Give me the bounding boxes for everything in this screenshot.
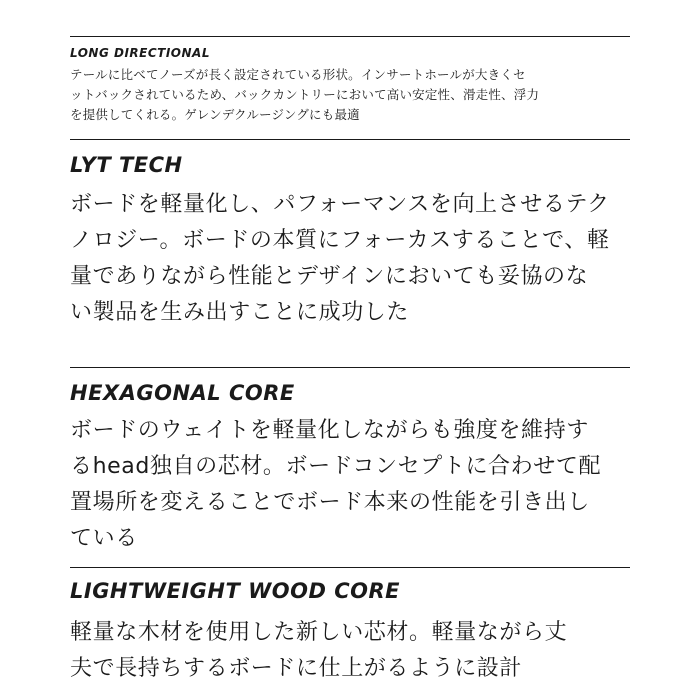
description-line: ボードを軽量化し、パフォーマンスを向上させるテク bbox=[70, 192, 610, 217]
description-line: い製品を生み出すことに成功した bbox=[70, 300, 410, 325]
section-divider bbox=[70, 36, 630, 37]
feature-section-hexagonal-core bbox=[70, 367, 630, 557]
description-line: ノロジー。ボードの本質にフォーカスすることで、軽 bbox=[70, 228, 610, 253]
description-line: ットバックされているため、バックカントリーにおいて高い安定性、滑走性、浮力 bbox=[70, 87, 540, 102]
section-divider bbox=[70, 139, 630, 140]
section-heading: LONG DIRECTIONAL bbox=[70, 46, 210, 60]
description-line: ボードのウェイトを軽量化しながらも強度を維持す bbox=[70, 418, 589, 443]
feature-section-lightweight-wood-core bbox=[70, 567, 630, 687]
section-heading: HEXAGONAL CORE bbox=[70, 381, 295, 405]
feature-section-long-directional bbox=[70, 36, 630, 125]
section-heading: LYT TECH bbox=[70, 153, 183, 177]
description-line: 量でありながら性能とデザインにおいても妥協のな bbox=[70, 264, 589, 289]
description-line: 軽量な木材を使用した新しい芯材。軽量ながら丈 bbox=[70, 620, 568, 645]
section-divider bbox=[70, 567, 630, 568]
description-line: テールに比べてノーズが長く設定されている形状。インサートホールが大きくセ bbox=[70, 67, 526, 82]
description-line: を提供してくれる。ゲレンデクルージングにも最適 bbox=[70, 107, 360, 122]
description-line: 置場所を変えることでボード本来の性能を引き出し bbox=[70, 490, 590, 515]
description-line: ている bbox=[70, 526, 138, 551]
section-description bbox=[70, 187, 630, 331]
section-description bbox=[70, 65, 630, 125]
section-divider bbox=[70, 367, 630, 368]
description-line: るhead独自の芯材。ボードコンセプトに合わせて配 bbox=[70, 454, 602, 479]
section-description bbox=[70, 413, 630, 557]
section-heading: LIGHTWEIGHT WOOD CORE bbox=[70, 579, 400, 603]
feature-list bbox=[70, 36, 630, 687]
section-description bbox=[70, 615, 630, 687]
feature-section-lyt-tech bbox=[70, 139, 630, 331]
description-line: 夫で長持ちするボードに仕上がるように設計 bbox=[70, 656, 523, 681]
